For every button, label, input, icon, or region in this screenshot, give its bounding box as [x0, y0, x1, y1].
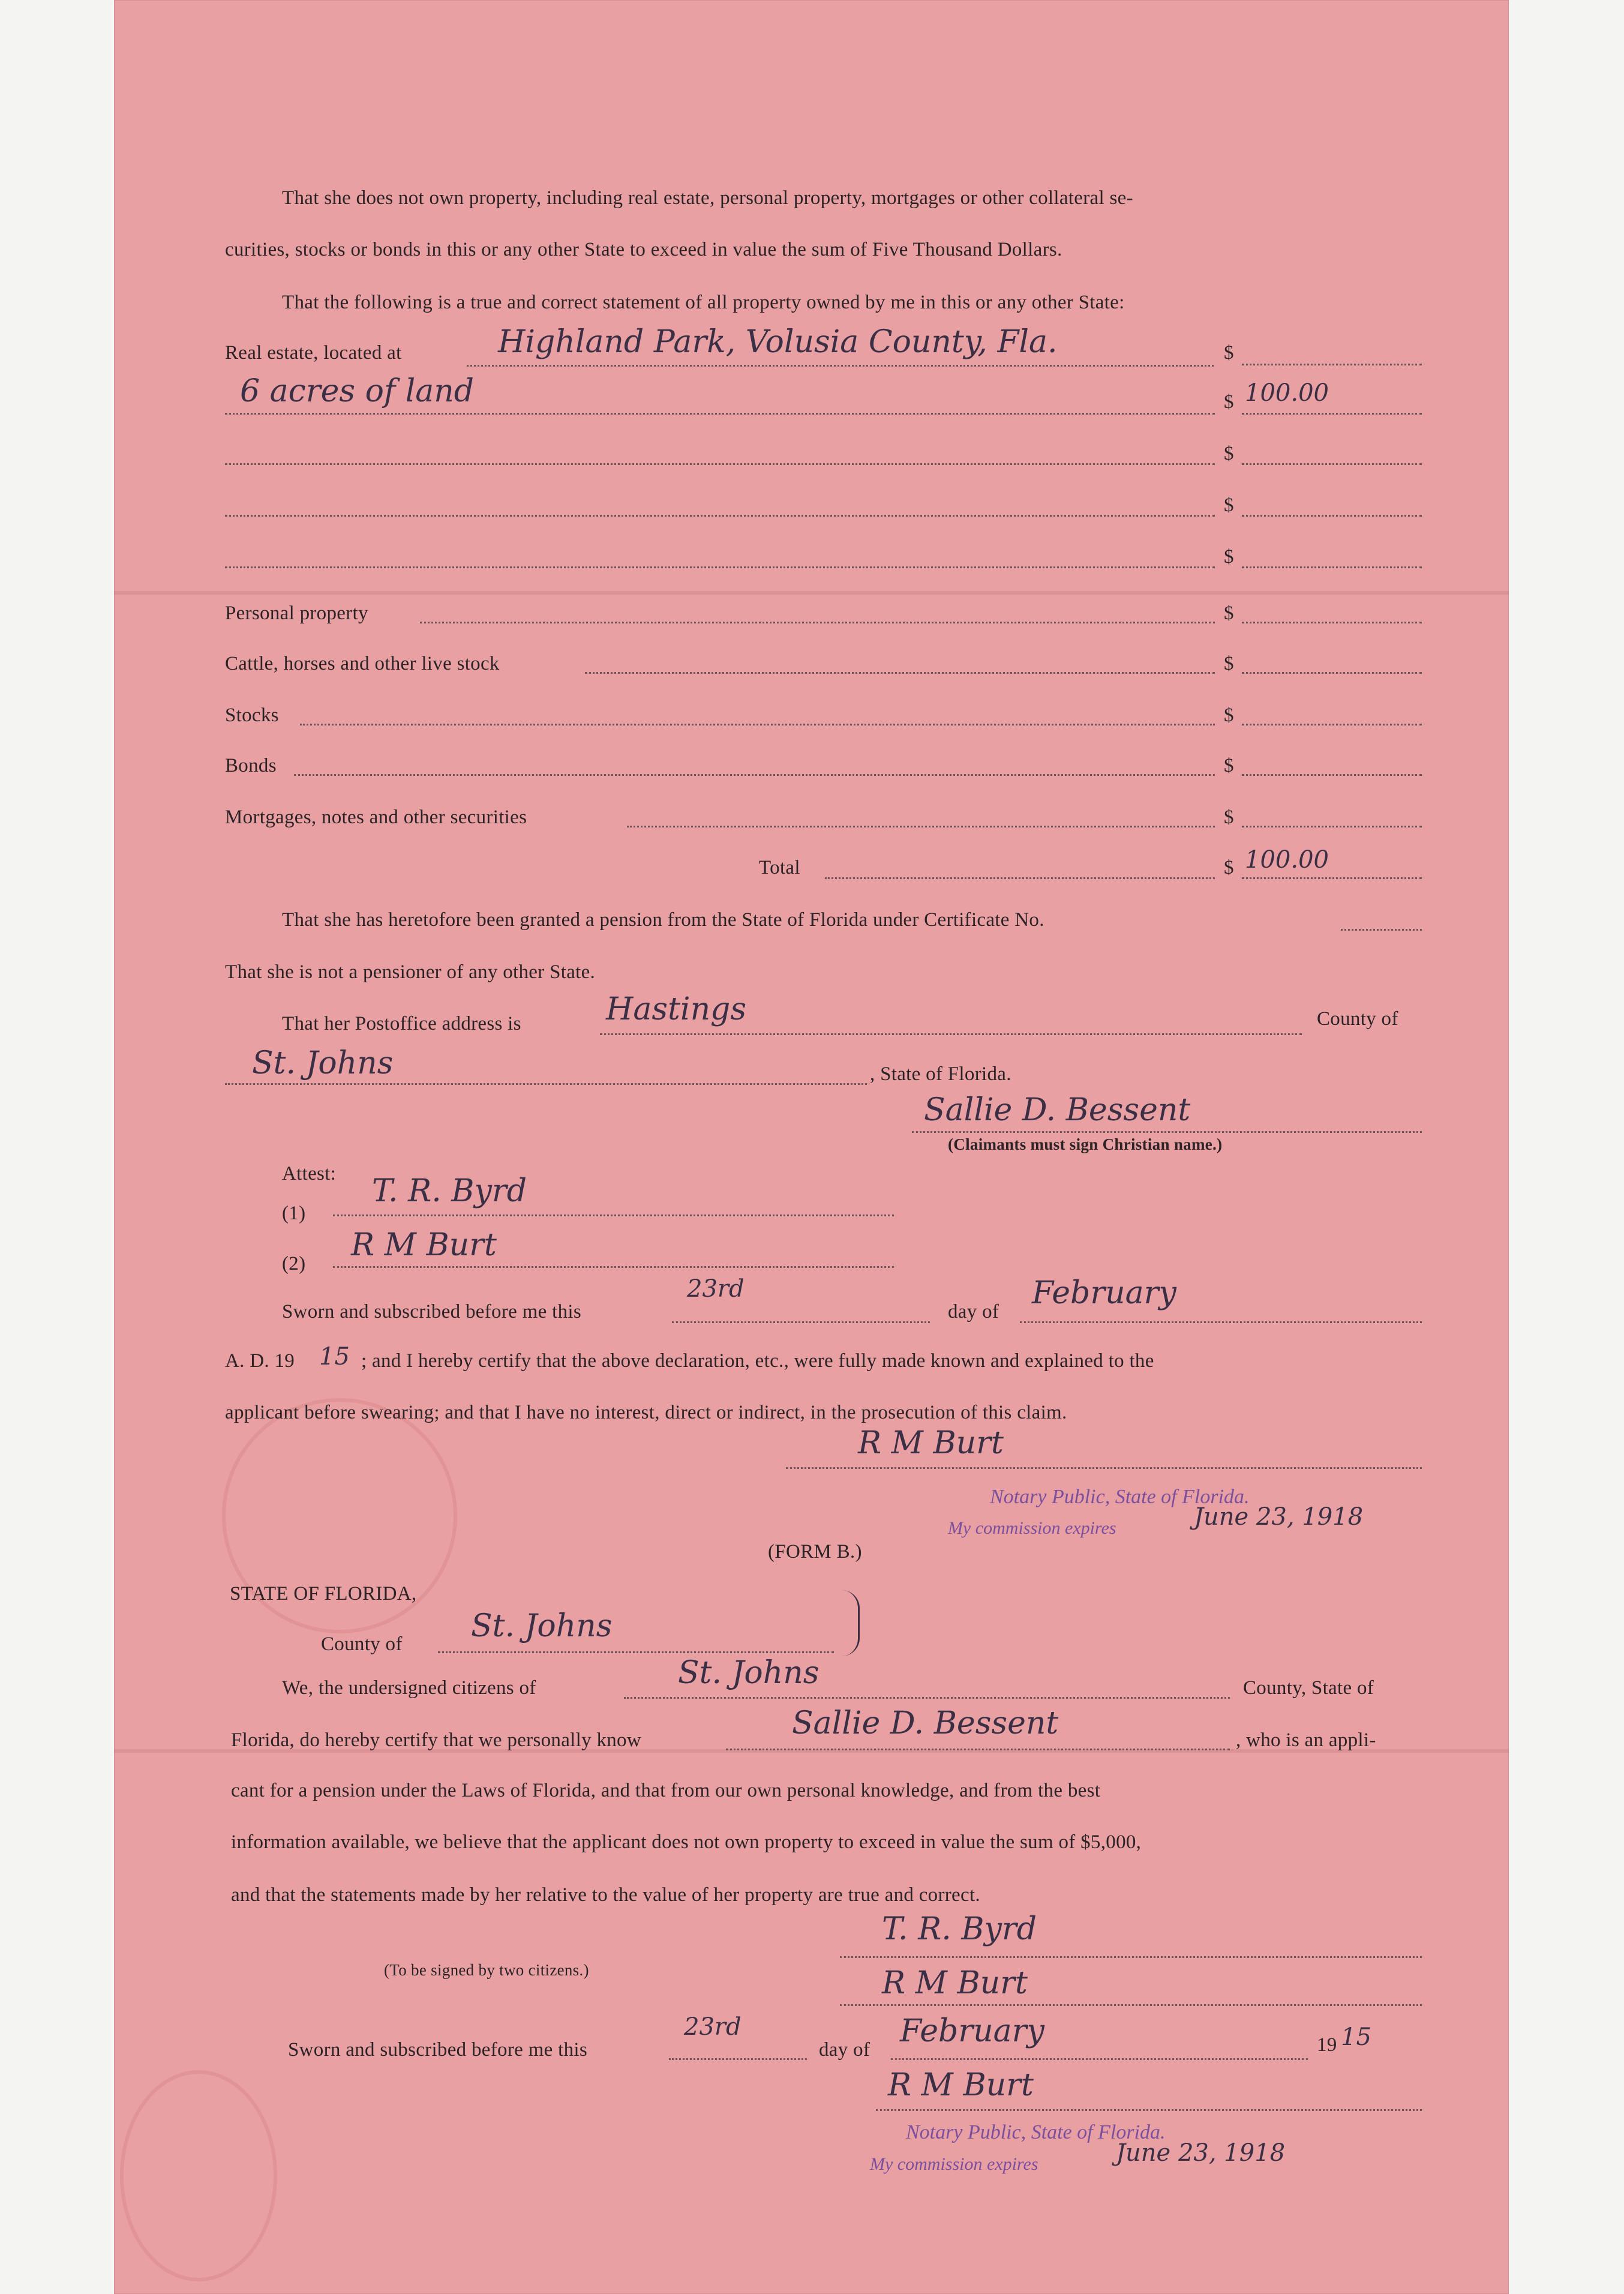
claimant-note: (Claimants must sign Christian name.) [948, 1135, 1223, 1153]
sworn-text: Sworn and subscribed before me this [288, 2039, 587, 2061]
county-of-label: County of [321, 1633, 403, 1655]
form-b-title: (FORM B.) [768, 1541, 862, 1563]
attest-number: (1) [282, 1203, 306, 1224]
form-b-year: 15 [1341, 2023, 1371, 2051]
form-b-month: February [900, 2013, 1044, 2049]
entry-line [1020, 1321, 1422, 1323]
pension-certificate-line: That she has heretofore been granted a pension from the State of Florida under Certificate No. [282, 909, 1044, 931]
notary-signature: R M Burt [858, 1425, 1004, 1461]
certify-text: and that the statements made by her relative to the value of her property are true and correct. [231, 1884, 980, 1906]
total-value: 100.00 [1245, 846, 1329, 874]
form-b-county: St. Johns [471, 1608, 613, 1644]
entry-line [825, 877, 1215, 879]
citizen-signature-1: T. R. Byrd [882, 1911, 1037, 1947]
signature-line [333, 1266, 894, 1268]
statement-line: That she does not own property, including real estate, personal property, mortgages or other collateral se- [282, 187, 1133, 209]
entry-line [1341, 929, 1422, 931]
dollar-sign: $ [1224, 391, 1234, 413]
entry-line [1242, 877, 1422, 879]
entry-line [669, 2058, 807, 2060]
personal-property-label: Personal property [225, 602, 368, 624]
entry-line [1242, 566, 1422, 568]
dollar-sign: $ [1224, 602, 1234, 624]
postoffice-label: That her Postoffice address is [282, 1013, 521, 1034]
dollar-sign: $ [1224, 546, 1234, 568]
signature-line [786, 1467, 1422, 1469]
livestock-label: Cattle, horses and other live stock [225, 653, 500, 674]
citizens-label: We, the undersigned citizens of [282, 1677, 536, 1699]
fold-crease [114, 591, 1509, 595]
mortgages-label: Mortgages, notes and other securities [225, 806, 527, 828]
entry-line [438, 1651, 834, 1653]
entry-line [300, 724, 1215, 725]
dollar-sign: $ [1224, 755, 1234, 776]
claimant-signature: Sallie D. Bessent [924, 1092, 1191, 1128]
pension-other-state-line: That she is not a pensioner of any other State. [225, 961, 596, 983]
sworn-month: February [1032, 1275, 1176, 1311]
applicant-name: Sallie D. Bessent [792, 1705, 1059, 1741]
signature-line [912, 1131, 1422, 1133]
real-estate-location: Highland Park, Volusia County, Fla. [498, 324, 1058, 360]
sworn-day: 23rd [687, 1275, 745, 1303]
ad-year-label: A. D. 19 [225, 1350, 295, 1372]
county-value: St. Johns [252, 1045, 394, 1081]
year-prefix: 19 [1317, 2034, 1337, 2056]
dollar-sign: $ [1224, 653, 1234, 674]
county-of-label: County of [1317, 1008, 1398, 1030]
signature-line [840, 1956, 1422, 1958]
land-value: 100.00 [1245, 379, 1329, 407]
dollar-sign: $ [1224, 704, 1234, 726]
postoffice-value: Hastings [606, 991, 747, 1027]
brace-mark [834, 1590, 860, 1656]
entry-line [225, 515, 1215, 517]
entry-line [1242, 672, 1422, 674]
commission-stamp: My commission expires [948, 1518, 1116, 1538]
certification-text: ; and I hereby certify that the above declaration, etc., were fully made known and explained to the [361, 1350, 1154, 1372]
attest-signature-1: T. R. Byrd [372, 1173, 527, 1209]
certify-text: information available, we believe that the applicant does not own property to exceed in value the sum of $5,000, [231, 1831, 1142, 1853]
entry-line [1242, 364, 1422, 365]
attest-label: Attest: [282, 1163, 337, 1185]
sworn-year: 15 [319, 1343, 350, 1371]
entry-line [600, 1033, 1302, 1035]
dollar-sign: $ [1224, 857, 1234, 878]
certify-text: Florida, do hereby certify that we personally know [231, 1729, 641, 1751]
dollar-sign: $ [1224, 494, 1234, 516]
certify-text: cant for a pension under the Laws of Florida, and that from our own personal knowledge, and from the best [231, 1780, 1101, 1801]
form-b-day: 23rd [684, 2013, 742, 2041]
entry-line [225, 413, 1215, 415]
signature-line [876, 2109, 1422, 2111]
notary-stamp: Notary Public, State of Florida. [906, 2121, 1166, 2143]
form-b-commission-date: June 23, 1918 [1116, 2139, 1286, 2167]
embossed-seal [120, 2070, 277, 2281]
entry-line [1242, 826, 1422, 827]
statement-line: That the following is a true and correct statement of all property owned by me in this or any other State: [282, 292, 1125, 313]
dollar-sign: $ [1224, 342, 1234, 364]
entry-line [627, 826, 1215, 827]
certification-text: applicant before swearing; and that I have no interest, direct or indirect, in the prosecution of this claim. [225, 1402, 1067, 1423]
real-estate-label: Real estate, located at [225, 342, 402, 364]
entry-line [672, 1321, 930, 1323]
signed-note: (To be signed by two citizens.) [384, 1961, 589, 1979]
entry-line [1242, 413, 1422, 415]
entry-line [1242, 463, 1422, 465]
dollar-sign: $ [1224, 806, 1234, 828]
statement-line: curities, stocks or bonds in this or any other State to exceed in value the sum of Five Thousand Dollars. [225, 239, 1062, 260]
entry-line [294, 774, 1215, 776]
entry-line [225, 463, 1215, 465]
citizens-county: St. Johns [678, 1655, 819, 1691]
entry-line [585, 672, 1215, 674]
entry-line [1242, 515, 1422, 517]
sworn-text: Sworn and subscribed before me this [282, 1301, 581, 1323]
certify-text: , who is an appli- [1236, 1729, 1376, 1751]
signature-line [333, 1215, 894, 1216]
entry-line [225, 566, 1215, 568]
entry-line [726, 1749, 1230, 1750]
day-of-label: day of [819, 2039, 870, 2061]
entry-line [1242, 774, 1422, 776]
entry-line [624, 1697, 1230, 1699]
entry-line [1242, 622, 1422, 623]
total-label: Total [759, 857, 800, 878]
attest-number: (2) [282, 1253, 306, 1275]
commission-date: June 23, 1918 [1194, 1503, 1364, 1531]
land-description: 6 acres of land [240, 373, 475, 409]
state-of-florida-label: , State of Florida. [870, 1063, 1011, 1085]
state-of-florida-heading: STATE OF FLORIDA, [230, 1583, 417, 1605]
attest-signature-2: R M Burt [351, 1227, 497, 1263]
entry-line [891, 2058, 1308, 2060]
entry-line [225, 1083, 867, 1085]
county-state-label: County, State of [1243, 1677, 1374, 1699]
day-of-label: day of [948, 1301, 999, 1323]
entry-line [1242, 724, 1422, 725]
stocks-label: Stocks [225, 704, 279, 726]
notary-stamp: Notary Public, State of Florida. [990, 1486, 1250, 1508]
form-b-notary-signature: R M Burt [888, 2067, 1034, 2103]
bonds-label: Bonds [225, 755, 277, 776]
commission-stamp: My commission expires [870, 2154, 1038, 2174]
dollar-sign: $ [1224, 443, 1234, 464]
entry-line [467, 365, 1214, 367]
citizen-signature-2: R M Burt [882, 1965, 1028, 2001]
signature-line [840, 2004, 1422, 2006]
entry-line [420, 622, 1215, 623]
